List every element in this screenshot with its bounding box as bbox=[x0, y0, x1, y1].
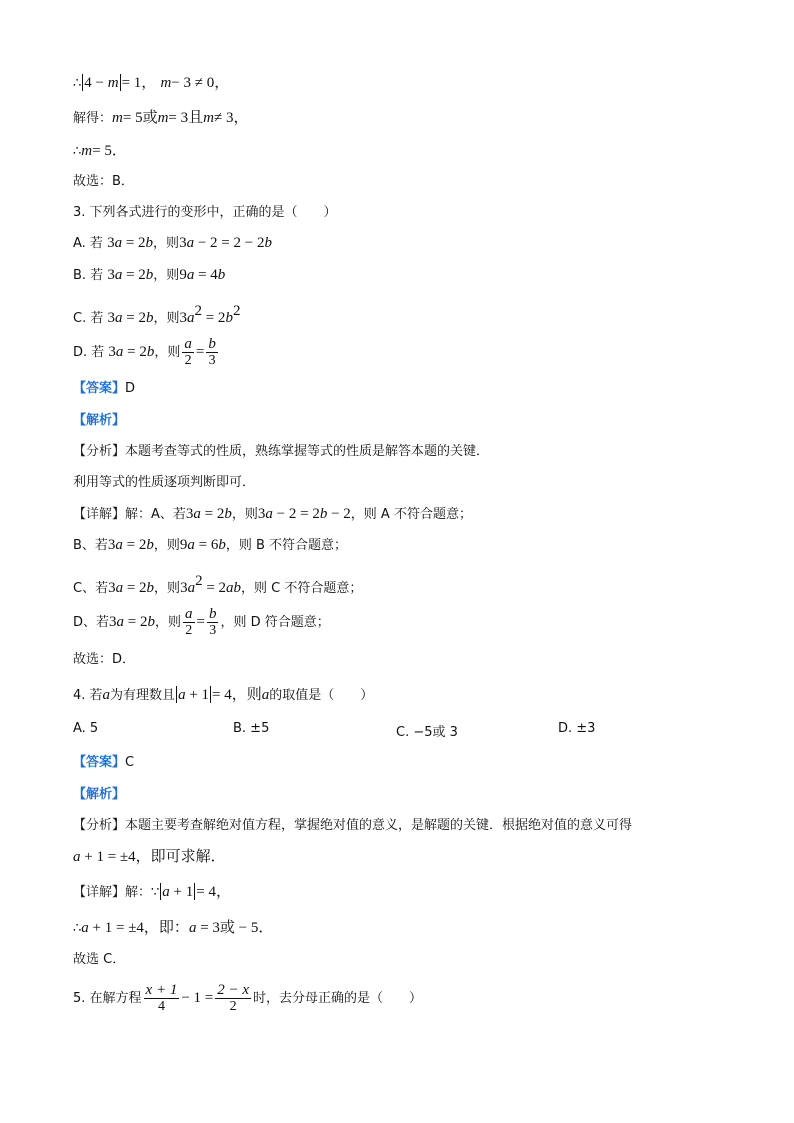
q4-detail-2: ∴a + 1 = ±4，即：a = 3或 − 5． bbox=[73, 920, 274, 936]
q3-detail-b: B、若3a = 2b，则9a = 6b，则 B 不符合题意； bbox=[73, 537, 348, 553]
q3-option-b: B. 若 3a = 2b，则9a = 4b bbox=[73, 267, 226, 283]
q4-fenxi: 【分析】本题主要考查解绝对值方程，掌握绝对值的意义，是解题的关键．根据绝对值的意义可得 bbox=[73, 818, 633, 833]
q4-choose: 故选 C． bbox=[73, 952, 126, 967]
q4-analysis-tag: 【解析】 bbox=[73, 787, 126, 802]
q4-options bbox=[73, 721, 773, 741]
question-5-stem: 5. 在解方程 $\frac{x + 1}{4}$ − 1 = $\frac{2 - x}{2}$ 时，去分母正确的是（ ） bbox=[73, 982, 423, 1014]
solution-line: ∴m= 5． bbox=[73, 143, 127, 159]
q4-fenxi-2: a + 1 = ±4，即可求解． bbox=[73, 849, 226, 865]
q3-detail-c: C、若3a = 2b，则$3a^2 = 2ab$，则 C 不符合题意； bbox=[73, 573, 363, 596]
q3-option-c: C. 若 3a = 2b，则$3a^2 = 2b^2$ bbox=[73, 303, 241, 326]
q3-answer: 【答案】D bbox=[73, 381, 136, 396]
solution-line: 解得：m= 5或m= 3且m≠ 3， bbox=[73, 110, 249, 126]
q3-analysis-tag: 【解析】 bbox=[73, 413, 126, 428]
q3-fenxi-2: 利用等式的性质逐项判断即可． bbox=[73, 475, 256, 490]
question-4-stem: 4. 若a为有理数且 a + 1 = 4，则a的取值是（ ） bbox=[73, 687, 374, 703]
solution-line: ∴ 4 − m = 1， m− 3 ≠ 0， bbox=[73, 75, 230, 91]
q4-option-c: C. −5或 3 bbox=[396, 725, 458, 740]
q4-option-d: D. ±3 bbox=[558, 721, 596, 736]
question-3-stem: 3. 下列各式进行的变形中，正确的是（ ） bbox=[73, 205, 337, 220]
q4-answer: 【答案】C bbox=[73, 755, 135, 770]
q4-option-a: A. 5 bbox=[73, 721, 99, 736]
q4-detail-1: 【详解】解：∵ a + 1 = 4， bbox=[73, 884, 231, 900]
q3-detail-a: 【详解】解：A、若3a = 2b，则3a − 2 = 2b − 2，则 A 不符合题意； bbox=[73, 506, 472, 522]
q3-detail-d: D、若3a = 2b，则 $\frac{a}{2}$ = $\frac{b}{3}$ ，则 D 符合题意； bbox=[73, 606, 330, 638]
q3-fenxi: 【分析】本题考查等式的性质，熟练掌握等式的性质是解答本题的关键． bbox=[73, 444, 490, 459]
q3-option-a: A. 若 3a = 2b，则3a − 2 = 2 − 2b bbox=[73, 235, 272, 251]
q4-option-b: B. ±5 bbox=[233, 721, 270, 736]
q3-option-d: D. 若 3a = 2b，则 $\frac{a}{2}$ = $\frac{b}{3}$ bbox=[73, 336, 216, 368]
q3-choose: 故选：D． bbox=[73, 652, 136, 667]
choose-line: 故选：B． bbox=[73, 174, 134, 189]
